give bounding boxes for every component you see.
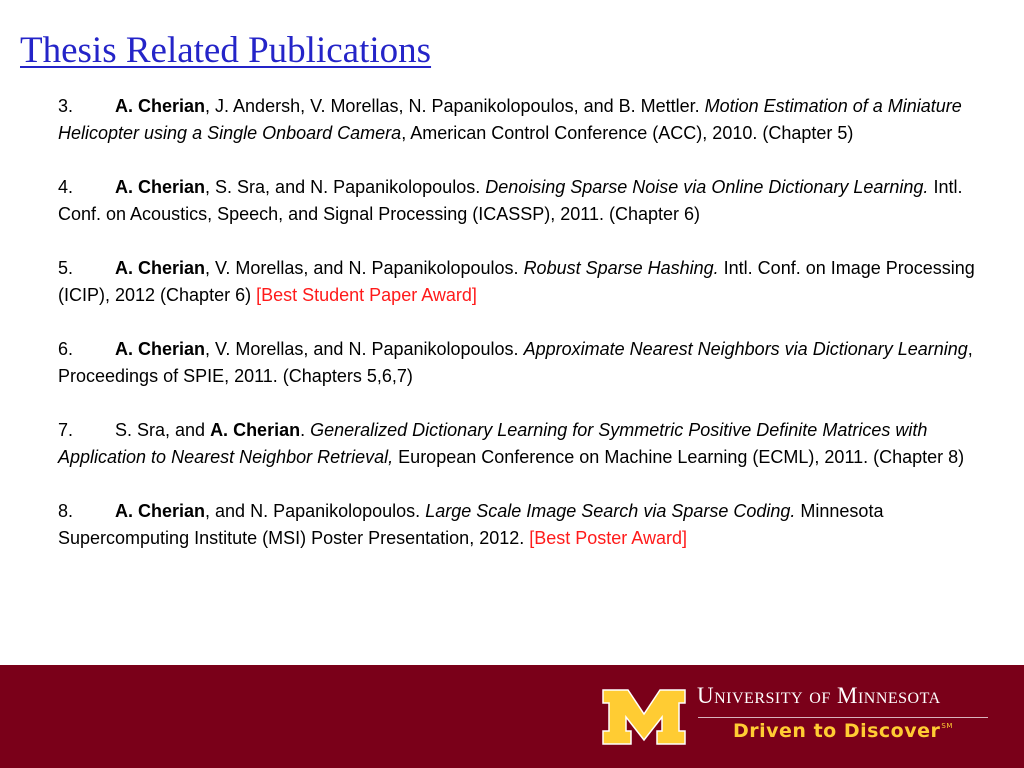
slide-title: Thesis Related Publications <box>20 30 432 71</box>
block-m-logo-icon <box>600 687 688 747</box>
university-name <box>697 683 941 709</box>
footer-band <box>0 665 1024 768</box>
publication-title: Denoising Sparse Noise via Online Dictionary Learning. <box>485 177 929 197</box>
publication-coauthors: . <box>300 420 311 440</box>
publication-title: Robust Sparse Hashing. <box>523 258 719 278</box>
publication-author: A. Cherian <box>115 501 206 521</box>
publication-number: 3. <box>58 96 74 116</box>
publication-number: 4. <box>58 177 74 197</box>
service-mark: SM <box>941 722 953 730</box>
award-label: [Best Student Paper Award] <box>256 285 477 305</box>
publication-venue: Intl. Conf. on Image Processing (ICIP), 2012 (Chapter 6) <box>58 258 975 305</box>
publication-coauthors: , V. Morellas, and N. Papanikolopoulos. <box>205 258 524 278</box>
footer-divider <box>698 717 988 718</box>
publication-item <box>58 93 1008 147</box>
publication-list <box>58 93 1008 579</box>
publication-title: Motion Estimation of a Miniature Helicopter using a Single Onboard Camera <box>58 96 962 143</box>
publication-coauthors: , V. Morellas, and N. Papanikolopoulos. <box>205 339 524 359</box>
publication-author: A. Cherian <box>115 177 206 197</box>
publication-item <box>58 417 1008 471</box>
tagline <box>733 720 953 742</box>
publication-coauthors: , J. Andersh, V. Morellas, N. Papanikolopoulos, and B. Mettler. <box>205 96 705 116</box>
publication-number: 8. <box>58 501 74 521</box>
publication-item <box>58 498 1008 552</box>
publication-item <box>58 255 1008 309</box>
publication-author: A. Cherian <box>210 420 301 440</box>
publication-venue: , Proceedings of SPIE, 2011. (Chapters 5,6,7) <box>58 339 973 386</box>
publication-venue: , American Control Conference (ACC), 2010. (Chapter 5) <box>401 123 854 143</box>
publication-author: A. Cherian <box>115 258 206 278</box>
publication-coauthors: , S. Sra, and N. Papanikolopoulos. <box>205 177 486 197</box>
publication-item <box>58 174 1008 228</box>
publication-title: Large Scale Image Search via Sparse Coding. <box>425 501 796 521</box>
publication-venue: European Conference on Machine Learning (ECML), 2011. (Chapter 8) <box>393 447 965 467</box>
publication-number: 7. <box>58 420 74 440</box>
publication-venue: Intl. Conf. on Acoustics, Speech, and Signal Processing (ICASSP), 2011. (Chapter 6) <box>58 177 963 224</box>
publication-coauthors: , and N. Papanikolopoulos. <box>205 501 426 521</box>
university-name-text: University of Minnesota <box>697 683 941 708</box>
tagline-text: Driven to Discover <box>733 720 941 742</box>
award-label: [Best Poster Award] <box>529 528 687 548</box>
publication-coauthors-before: S. Sra, and <box>115 420 211 440</box>
publication-number: 5. <box>58 258 74 278</box>
publication-author: A. Cherian <box>115 339 206 359</box>
publication-venue: Minnesota Supercomputing Institute (MSI) Poster Presentation, 2012. <box>58 501 884 548</box>
publication-author: A. Cherian <box>115 96 206 116</box>
publication-title: Approximate Nearest Neighbors via Dictionary Learning <box>523 339 968 359</box>
publication-title: Generalized Dictionary Learning for Symmetric Positive Definite Matrices with Application to Nearest Neighbor Retrieval, <box>58 420 928 467</box>
publication-item <box>58 336 1008 390</box>
publication-number: 6. <box>58 339 74 359</box>
